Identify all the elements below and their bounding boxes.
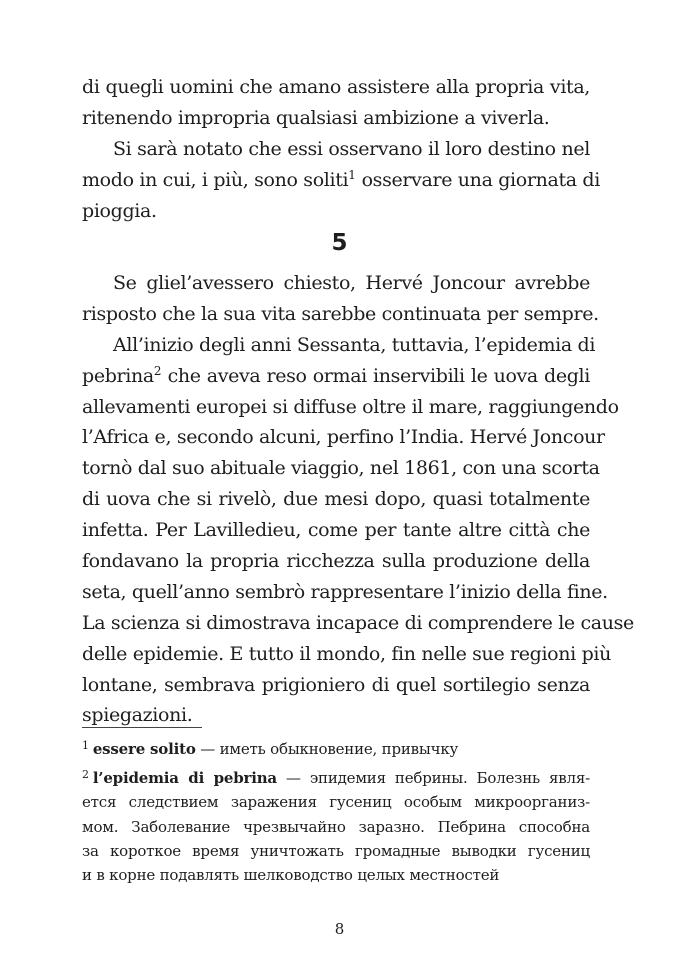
page-number: 8 (334, 920, 345, 938)
footnote-definition: — иметь обыкновение, привычку (195, 740, 459, 758)
text-fragment: che aveva reso ormai inservibili le uova degli (161, 364, 590, 387)
text-line: delle epidemie. E tutto il mondo, fin nelle sue regioni più (82, 642, 612, 665)
paragraph-epidemic (82, 330, 634, 732)
footnote-marker: 1 (82, 739, 89, 752)
footnote-reference: 2 (153, 363, 162, 378)
chapter-number: 5 (331, 230, 348, 256)
footnote-2 (82, 766, 590, 887)
text-line: All’inizio degli anni Sessanta, tuttavia, l’epidemia di (113, 333, 596, 356)
text-line: di quegli uomini che amano assistere alla propria vita, (82, 76, 590, 98)
footnote-line: ется следствием заражения гусениц особым микроорганиз- (82, 793, 590, 812)
paragraph-joncour-answer (82, 268, 599, 330)
text-line: ritenendo impropria qualsiasi ambizione a viverla. (82, 106, 550, 129)
text-line: fondavano la propria ricchezza sulla produzione della (82, 550, 590, 573)
footnote-reference: 1 (348, 167, 356, 182)
footnote-line: мом. Заболевание чрезвычайно заразно. Пебрина способна (82, 817, 590, 836)
text-fragment: modo in cui, i più, sono soliti (82, 168, 349, 191)
text-line-with-footnote (82, 165, 600, 196)
text-line-with-footnote (82, 361, 590, 392)
text-line: Si sarà notato che essi osservano il loro destino nel (113, 137, 590, 160)
footnote-line (82, 766, 590, 790)
footnote-separator (82, 727, 202, 728)
text-line: Se gliel’avessero chiesto, Hervé Joncour avrebbe (113, 272, 590, 294)
text-fragment: pebrina (82, 364, 154, 387)
text-line: risposto che la sua vita sarebbe continuata per sempre. (82, 302, 599, 325)
footnote-1 (82, 737, 590, 761)
text-line: tornò dal suo abituale viaggio, nel 1861, con una scorta (82, 457, 600, 480)
text-line: infetta. Per Lavilledieu, come per tante altre città che (82, 519, 590, 542)
footnote-term: essere solito (92, 740, 196, 758)
text-line: lontane, sembrava prigioniero di quel sortilegio senza (82, 673, 590, 696)
footnote-term: l’epidemia di pebrina (92, 769, 277, 787)
text-fragment: osservare una giornata di (355, 168, 600, 191)
text-line: spiegazioni. (82, 704, 193, 727)
text-line: di uova che si rivelò, due mesi dopo, quasi totalmente (82, 488, 590, 511)
paragraph-continuation (82, 72, 590, 134)
footnote-definition: — эпидемия пебрины. Болезнь явля- (276, 769, 590, 787)
paragraph-destiny (82, 134, 600, 227)
text-line: allevamenti europei si diffuse oltre il mare, raggiungendo (82, 395, 619, 418)
footnote-line: и в корне подавлять шелководство целых местностей (82, 866, 500, 885)
text-line: l’Africa e, secondo alcuni, perfino l’India. Hervé Joncour (82, 426, 605, 449)
text-line: pioggia. (82, 199, 157, 222)
text-line: La scienza si dimostrava incapace di comprendere le cause (82, 611, 634, 634)
text-line: seta, quell’anno sembrò rappresentare l’inizio della fine. (82, 580, 608, 603)
footnote-marker: 2 (82, 768, 89, 781)
footnote-line: за короткое время уничтожать громадные выводки гусениц (82, 841, 590, 860)
footnote-line (82, 737, 590, 761)
